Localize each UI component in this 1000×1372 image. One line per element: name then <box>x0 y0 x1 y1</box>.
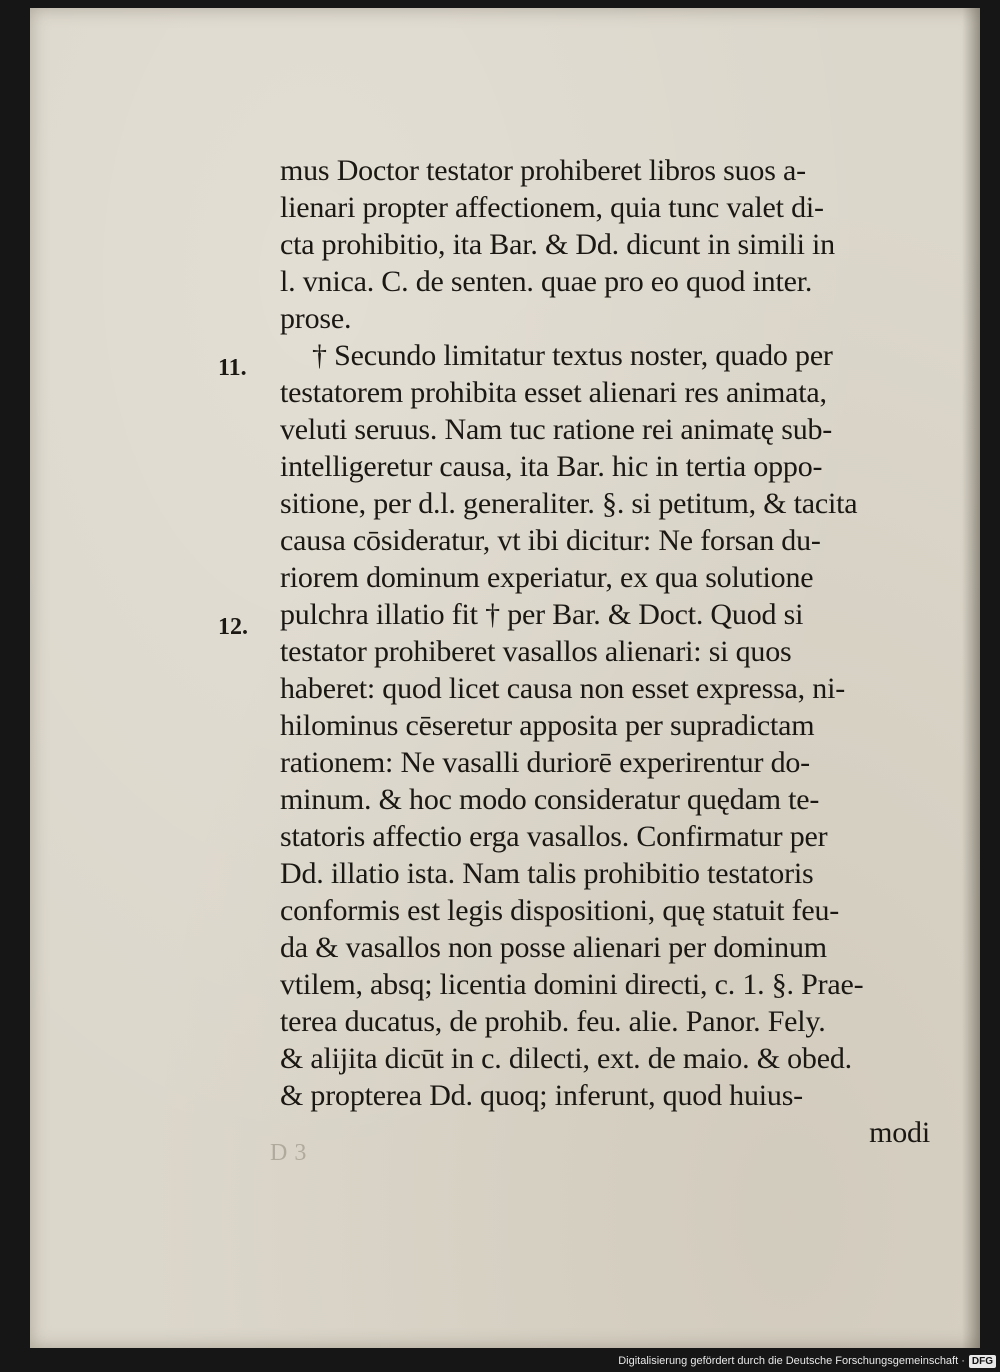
text-line: terea ducatus, de prohib. feu. alie. Panor. Fely. <box>280 1005 826 1038</box>
catchword: modi <box>869 1116 930 1149</box>
marginal-note-11: 11. <box>218 355 247 381</box>
marginal-note-12: 12. <box>218 614 248 640</box>
text-line: minum. & hoc modo consideratur quędam te- <box>280 783 820 816</box>
text-line: da & vasallos non posse alienari per dominum <box>280 931 827 964</box>
text-line: causa cōsideratur, vt ibi dicitur: Ne forsan du- <box>280 524 821 557</box>
text-line: prose. <box>280 302 352 335</box>
signature-mark-text: D 3 <box>270 1140 307 1166</box>
main-text-block <box>280 152 940 1151</box>
text-line: testator prohiberet vasallos alienari: si quos <box>280 635 792 668</box>
text-line: statoris affectio erga vasallos. Confirmatur per <box>280 820 828 853</box>
text-line: riorem dominum experiatur, ex qua solutione <box>280 561 814 594</box>
text-line: cta prohibitio, ita Bar. & Dd. dicunt in simili in <box>280 228 835 261</box>
footer-bar <box>618 1350 1000 1372</box>
text-line: Dd. illatio ista. Nam talis prohibitio testatoris <box>280 857 814 890</box>
footer-credit: Digitalisierung gefördert durch die Deutsche Forschungsgemeinschaft · <box>618 1355 965 1367</box>
text-line: rationem: Ne vasalli duriorē experirentur do- <box>280 746 810 779</box>
text-line: & alijita dicūt in c. dilecti, ext. de maio. & obed. <box>280 1042 852 1075</box>
text-line: † Secundo limitatur textus noster, quado per <box>312 339 833 372</box>
text-line: haberet: quod licet causa non esset expressa, ni- <box>280 672 845 705</box>
text-line: vtilem, absq; licentia domini directi, c. 1. §. Prae- <box>280 968 864 1001</box>
text-line: lienari propter affectionem, quia tunc valet di- <box>280 191 824 224</box>
text-line: conformis est legis dispositioni, quę statuit feu- <box>280 894 840 927</box>
text-line: sitione, per d.l. generaliter. §. si petitum, & tacita <box>280 487 858 520</box>
text-line: intelligeretur causa, ita Bar. hic in tertia oppo- <box>280 450 823 483</box>
text-line: l. vnica. C. de senten. quae pro eo quod inter. <box>280 265 813 298</box>
signature-mark <box>270 1140 307 1167</box>
text-line: veluti seruus. Nam tuc ratione rei animatę sub- <box>280 413 833 446</box>
text-line: testatorem prohibita esset alienari res animata, <box>280 376 827 409</box>
text-line: & propterea Dd. quoq; inferunt, quod huius- <box>280 1079 803 1112</box>
page-edge-shadow <box>962 8 980 1348</box>
text-line: mus Doctor testator prohiberet libros suos a- <box>280 154 806 187</box>
text-line: hilominus cēseretur apposita per supradictam <box>280 709 815 742</box>
dfg-logo-icon: DFG <box>969 1355 996 1368</box>
text-line: pulchra illatio fit † per Bar. & Doct. Quod si <box>280 598 804 631</box>
